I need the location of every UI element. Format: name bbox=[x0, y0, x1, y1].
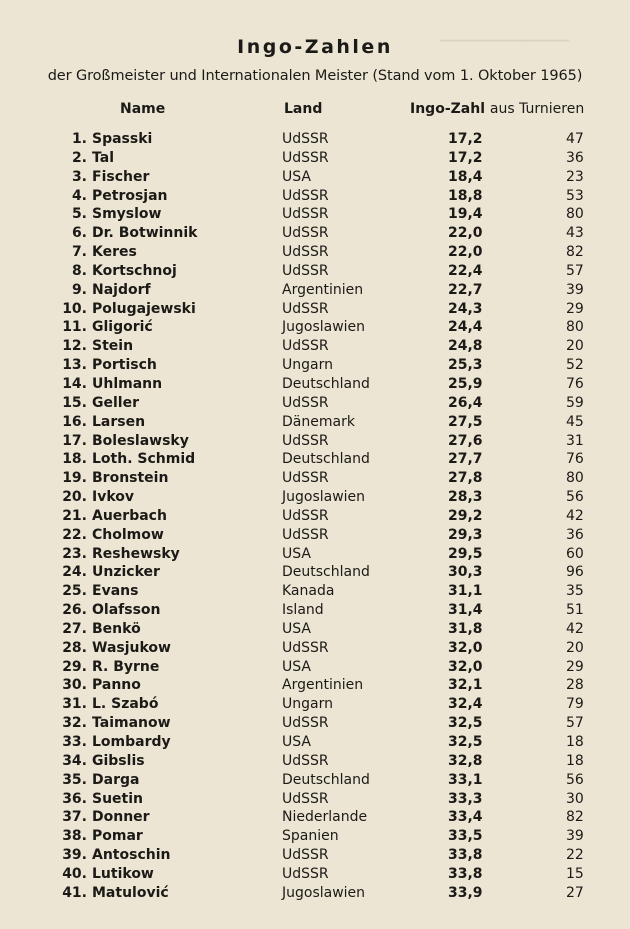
table-row bbox=[0, 546, 630, 565]
land-cell: UdSSR bbox=[282, 225, 329, 242]
ingo-cell: 29,3 bbox=[448, 526, 483, 543]
name-cell: Lombardy bbox=[92, 734, 171, 750]
turniere-cell: 57 bbox=[566, 715, 584, 732]
turniere-cell: 52 bbox=[566, 357, 584, 374]
turniere-cell: 56 bbox=[566, 771, 584, 788]
land-cell: UdSSR bbox=[282, 432, 329, 449]
turniere-cell: 39 bbox=[566, 828, 584, 845]
table-row bbox=[0, 866, 630, 885]
ranking-table bbox=[0, 131, 630, 904]
table-row bbox=[0, 451, 630, 470]
ingo-cell: 33,8 bbox=[448, 865, 483, 882]
name-cell: Petrosjan bbox=[92, 187, 168, 204]
name-cell: Suetin bbox=[92, 790, 144, 807]
table-row bbox=[0, 527, 630, 546]
rank-cell: 28. bbox=[62, 639, 87, 656]
rank-cell: 17. bbox=[62, 432, 87, 449]
ingo-cell: 32,5 bbox=[448, 734, 483, 750]
table-row bbox=[0, 395, 630, 414]
ingo-cell: 22,4 bbox=[448, 262, 483, 279]
turniere-cell: 20 bbox=[566, 338, 584, 355]
turniere-cell: 47 bbox=[566, 131, 584, 147]
rank-cell: 10. bbox=[62, 300, 87, 317]
rank-cell: 19. bbox=[62, 470, 87, 487]
ingo-cell: 29,5 bbox=[448, 545, 483, 562]
name-cell: Keres bbox=[92, 244, 137, 261]
ingo-cell: 22,0 bbox=[448, 225, 483, 242]
name-cell: Auerbach bbox=[92, 507, 167, 524]
table-row bbox=[0, 150, 630, 169]
ingo-cell: 31,8 bbox=[448, 620, 483, 637]
turniere-cell: 60 bbox=[566, 545, 584, 562]
name-cell: L. Szabó bbox=[92, 696, 159, 713]
ingo-cell: 27,7 bbox=[448, 451, 483, 468]
ingo-cell: 31,1 bbox=[448, 583, 483, 600]
turniere-cell: 22 bbox=[566, 847, 584, 864]
ingo-cell: 32,0 bbox=[448, 658, 483, 675]
turniere-cell: 56 bbox=[566, 489, 584, 506]
ingo-cell: 25,3 bbox=[448, 357, 483, 374]
turniere-cell: 45 bbox=[566, 413, 584, 430]
table-row bbox=[0, 772, 630, 791]
show-through-text: ▔▔▔▔▔▔▔▔▔▔▔▔▔▔ bbox=[440, 40, 570, 54]
turniere-cell: 36 bbox=[566, 149, 584, 166]
land-cell: Argentinien bbox=[282, 281, 364, 298]
rank-cell: 30. bbox=[62, 677, 87, 694]
table-row bbox=[0, 659, 630, 678]
land-cell: Ungarn bbox=[282, 357, 333, 374]
name-cell: Unzicker bbox=[92, 564, 160, 581]
rank-cell: 9. bbox=[71, 281, 87, 298]
rank-cell: 39. bbox=[62, 847, 87, 864]
table-row bbox=[0, 508, 630, 527]
name-cell: Cholmow bbox=[92, 526, 164, 543]
page-title: Ingo-Zahlen bbox=[237, 36, 393, 58]
rank-cell: 20. bbox=[62, 489, 87, 506]
turniere-cell: 82 bbox=[566, 809, 584, 826]
land-cell: Deutschland bbox=[282, 375, 370, 392]
name-cell: Antoschin bbox=[92, 847, 171, 864]
land-cell: Jugoslawien bbox=[282, 319, 366, 336]
rank-cell: 14. bbox=[62, 375, 87, 392]
table-row bbox=[0, 263, 630, 282]
table-row bbox=[0, 791, 630, 810]
table-row bbox=[0, 282, 630, 301]
table-row bbox=[0, 376, 630, 395]
turniere-cell: 53 bbox=[566, 187, 584, 204]
table-row bbox=[0, 489, 630, 508]
rank-cell: 26. bbox=[62, 602, 87, 619]
table-row bbox=[0, 696, 630, 715]
ingo-cell: 27,5 bbox=[448, 413, 483, 430]
land-cell: Deutschland bbox=[282, 451, 370, 468]
table-row bbox=[0, 809, 630, 828]
turniere-cell: 42 bbox=[566, 620, 584, 637]
land-cell: Dänemark bbox=[282, 413, 355, 430]
rank-cell: 31. bbox=[62, 696, 87, 713]
rank-cell: 16. bbox=[62, 413, 87, 430]
table-row bbox=[0, 338, 630, 357]
rank-cell: 37. bbox=[62, 809, 87, 826]
turniere-cell: 82 bbox=[566, 244, 584, 261]
land-cell: UdSSR bbox=[282, 131, 329, 147]
name-cell: Kortschnoj bbox=[92, 262, 177, 279]
turniere-cell: 29 bbox=[566, 658, 584, 675]
name-cell: Smyslow bbox=[92, 206, 162, 223]
land-cell: UdSSR bbox=[282, 865, 329, 882]
name-cell: Larsen bbox=[92, 413, 146, 430]
turniere-cell: 30 bbox=[566, 790, 584, 807]
name-cell: Matulović bbox=[92, 884, 169, 901]
name-cell: Pomar bbox=[92, 828, 143, 845]
land-cell: Jugoslawien bbox=[282, 884, 366, 901]
land-cell: UdSSR bbox=[282, 752, 329, 769]
ingo-cell: 22,0 bbox=[448, 244, 483, 261]
rank-cell: 5. bbox=[71, 206, 87, 223]
rank-cell: 11. bbox=[62, 319, 87, 336]
name-cell: Fischer bbox=[92, 168, 150, 185]
ingo-cell: 32,0 bbox=[448, 639, 483, 656]
rank-cell: 33. bbox=[62, 734, 87, 750]
turniere-cell: 51 bbox=[566, 602, 584, 619]
turniere-cell: 23 bbox=[566, 168, 584, 185]
table-row bbox=[0, 583, 630, 602]
turniere-cell: 43 bbox=[566, 225, 584, 242]
column-header-turniere: aus Turnieren bbox=[489, 101, 585, 117]
ingo-cell: 33,8 bbox=[448, 847, 483, 864]
land-cell: UdSSR bbox=[282, 847, 329, 864]
ingo-cell: 33,3 bbox=[448, 790, 483, 807]
turniere-cell: 80 bbox=[566, 470, 584, 487]
column-header-ingo bbox=[410, 101, 584, 117]
land-cell: Island bbox=[282, 602, 324, 619]
table-row bbox=[0, 188, 630, 207]
turniere-cell: 42 bbox=[566, 507, 584, 524]
turniere-cell: 80 bbox=[566, 319, 584, 336]
name-cell: Benkö bbox=[92, 620, 141, 637]
ingo-cell: 28,3 bbox=[448, 489, 483, 506]
land-cell: USA bbox=[282, 620, 311, 637]
ingo-cell: 32,1 bbox=[448, 677, 483, 694]
name-cell: Donner bbox=[92, 809, 150, 826]
rank-cell: 40. bbox=[62, 865, 87, 882]
table-row bbox=[0, 131, 630, 150]
table-row bbox=[0, 244, 630, 263]
rank-cell: 36. bbox=[62, 790, 87, 807]
ingo-cell: 24,3 bbox=[448, 300, 483, 317]
land-cell: UdSSR bbox=[282, 790, 329, 807]
turniere-cell: 35 bbox=[566, 583, 584, 600]
name-cell: Lutikow bbox=[92, 865, 154, 882]
ingo-cell: 24,8 bbox=[448, 338, 483, 355]
rank-cell: 15. bbox=[62, 394, 87, 411]
rank-cell: 13. bbox=[62, 357, 87, 374]
name-cell: Portisch bbox=[92, 357, 157, 374]
land-cell: Jugoslawien bbox=[282, 489, 366, 506]
column-header-land: Land bbox=[284, 101, 323, 117]
name-cell: Evans bbox=[92, 583, 139, 600]
table-row bbox=[0, 828, 630, 847]
ingo-cell: 33,5 bbox=[448, 828, 483, 845]
rank-cell: 4. bbox=[71, 187, 87, 204]
table-row bbox=[0, 433, 630, 452]
name-cell: Bronstein bbox=[92, 470, 169, 487]
land-cell: Deutschland bbox=[282, 771, 370, 788]
table-row bbox=[0, 734, 630, 753]
name-cell: R. Byrne bbox=[92, 658, 160, 675]
land-cell: Kanada bbox=[282, 583, 335, 600]
turniere-cell: 15 bbox=[566, 865, 584, 882]
land-cell: UdSSR bbox=[282, 470, 329, 487]
column-header-ingo-label: Ingo-Zahl bbox=[410, 101, 485, 117]
ingo-cell: 33,4 bbox=[448, 809, 483, 826]
name-cell: Panno bbox=[92, 677, 141, 694]
turniere-cell: 96 bbox=[566, 564, 584, 581]
table-row bbox=[0, 885, 630, 904]
name-cell: Loth. Schmid bbox=[92, 451, 196, 468]
ingo-cell: 17,2 bbox=[448, 131, 483, 147]
table-row bbox=[0, 602, 630, 621]
rank-cell: 7. bbox=[71, 244, 87, 261]
rank-cell: 6. bbox=[71, 225, 87, 242]
table-row bbox=[0, 225, 630, 244]
land-cell: UdSSR bbox=[282, 206, 329, 223]
turniere-cell: 27 bbox=[566, 884, 584, 901]
rank-cell: 27. bbox=[62, 620, 87, 637]
ingo-cell: 24,4 bbox=[448, 319, 483, 336]
name-cell: Darga bbox=[92, 771, 140, 788]
name-cell: Olafsson bbox=[92, 602, 161, 619]
name-cell: Spasski bbox=[92, 131, 153, 147]
rank-cell: 3. bbox=[71, 168, 87, 185]
land-cell: UdSSR bbox=[282, 187, 329, 204]
land-cell: UdSSR bbox=[282, 507, 329, 524]
rank-cell: 2. bbox=[71, 149, 87, 166]
rank-cell: 41. bbox=[62, 884, 87, 901]
ingo-cell: 26,4 bbox=[448, 394, 483, 411]
rank-cell: 23. bbox=[62, 545, 87, 562]
land-cell: UdSSR bbox=[282, 262, 329, 279]
table-row bbox=[0, 847, 630, 866]
land-cell: Spanien bbox=[282, 828, 339, 845]
rank-cell: 18. bbox=[62, 451, 87, 468]
land-cell: USA bbox=[282, 168, 311, 185]
turniere-cell: 28 bbox=[566, 677, 584, 694]
ingo-cell: 27,6 bbox=[448, 432, 483, 449]
turniere-cell: 29 bbox=[566, 300, 584, 317]
rank-cell: 25. bbox=[62, 583, 87, 600]
ingo-cell: 29,2 bbox=[448, 507, 483, 524]
turniere-cell: 20 bbox=[566, 639, 584, 656]
rank-cell: 24. bbox=[62, 564, 87, 581]
name-cell: Dr. Botwinnik bbox=[92, 225, 198, 242]
land-cell: USA bbox=[282, 658, 311, 675]
land-cell: Argentinien bbox=[282, 677, 364, 694]
name-cell: Stein bbox=[92, 338, 134, 355]
page-subtitle: der Großmeister und Internationalen Meister (Stand vom 1. Oktober 1965) bbox=[47, 68, 583, 84]
land-cell: UdSSR bbox=[282, 639, 329, 656]
land-cell: Niederlande bbox=[282, 809, 368, 826]
name-cell: Polugajewski bbox=[92, 300, 196, 317]
ingo-cell: 25,9 bbox=[448, 375, 483, 392]
table-row bbox=[0, 640, 630, 659]
name-cell: Taimanow bbox=[92, 715, 171, 732]
land-cell: Ungarn bbox=[282, 696, 333, 713]
land-cell: Deutschland bbox=[282, 564, 370, 581]
turniere-cell: 79 bbox=[566, 696, 584, 713]
table-row bbox=[0, 753, 630, 772]
turniere-cell: 39 bbox=[566, 281, 584, 298]
ingo-cell: 18,8 bbox=[448, 187, 483, 204]
rank-cell: 38. bbox=[62, 828, 87, 845]
rank-cell: 12. bbox=[62, 338, 87, 355]
turniere-cell: 18 bbox=[566, 752, 584, 769]
land-cell: UdSSR bbox=[282, 526, 329, 543]
ingo-cell: 32,8 bbox=[448, 752, 483, 769]
name-cell: Najdorf bbox=[92, 281, 151, 298]
rank-cell: 29. bbox=[62, 658, 87, 675]
name-cell: Ivkov bbox=[92, 489, 135, 506]
turniere-cell: 80 bbox=[566, 206, 584, 223]
ingo-cell: 32,4 bbox=[448, 696, 483, 713]
table-row bbox=[0, 357, 630, 376]
ingo-cell: 31,4 bbox=[448, 602, 483, 619]
ingo-cell: 18,4 bbox=[448, 168, 483, 185]
land-cell: UdSSR bbox=[282, 394, 329, 411]
table-row bbox=[0, 677, 630, 696]
ingo-cell: 22,7 bbox=[448, 281, 483, 298]
table-row bbox=[0, 414, 630, 433]
name-cell: Geller bbox=[92, 394, 139, 411]
table-row bbox=[0, 301, 630, 320]
name-cell: Wasjukow bbox=[92, 639, 171, 656]
ingo-cell: 32,5 bbox=[448, 715, 483, 732]
turniere-cell: 57 bbox=[566, 262, 584, 279]
land-cell: UdSSR bbox=[282, 244, 329, 261]
ingo-cell: 27,8 bbox=[448, 470, 483, 487]
table-row bbox=[0, 169, 630, 188]
table-row bbox=[0, 206, 630, 225]
turniere-cell: 59 bbox=[566, 394, 584, 411]
rank-cell: 22. bbox=[62, 526, 87, 543]
ingo-cell: 33,9 bbox=[448, 884, 483, 901]
rank-cell: 8. bbox=[71, 262, 87, 279]
land-cell: UdSSR bbox=[282, 300, 329, 317]
name-cell: Uhlmann bbox=[92, 375, 163, 392]
rank-cell: 21. bbox=[62, 507, 87, 524]
table-row bbox=[0, 621, 630, 640]
table-row bbox=[0, 715, 630, 734]
ingo-cell: 30,3 bbox=[448, 564, 483, 581]
column-header-name: Name bbox=[120, 101, 166, 117]
land-cell: USA bbox=[282, 734, 311, 750]
ingo-cell: 33,1 bbox=[448, 771, 483, 788]
rank-cell: 1. bbox=[71, 131, 87, 147]
land-cell: USA bbox=[282, 545, 311, 562]
land-cell: UdSSR bbox=[282, 715, 329, 732]
turniere-cell: 36 bbox=[566, 526, 584, 543]
land-cell: UdSSR bbox=[282, 338, 329, 355]
name-cell: Gibslis bbox=[92, 752, 145, 769]
name-cell: Gligorić bbox=[92, 319, 153, 336]
rank-cell: 35. bbox=[62, 771, 87, 788]
table-row bbox=[0, 470, 630, 489]
table-row bbox=[0, 564, 630, 583]
name-cell: Boleslawsky bbox=[92, 432, 189, 449]
table-row bbox=[0, 319, 630, 338]
turniere-cell: 76 bbox=[566, 451, 584, 468]
name-cell: Tal bbox=[92, 149, 114, 166]
turniere-cell: 31 bbox=[566, 432, 584, 449]
name-cell: Reshewsky bbox=[92, 545, 180, 562]
turniere-cell: 18 bbox=[566, 734, 584, 750]
ingo-cell: 17,2 bbox=[448, 149, 483, 166]
rank-cell: 34. bbox=[62, 752, 87, 769]
rank-cell: 32. bbox=[62, 715, 87, 732]
ingo-cell: 19,4 bbox=[448, 206, 483, 223]
land-cell: UdSSR bbox=[282, 149, 329, 166]
turniere-cell: 76 bbox=[566, 375, 584, 392]
